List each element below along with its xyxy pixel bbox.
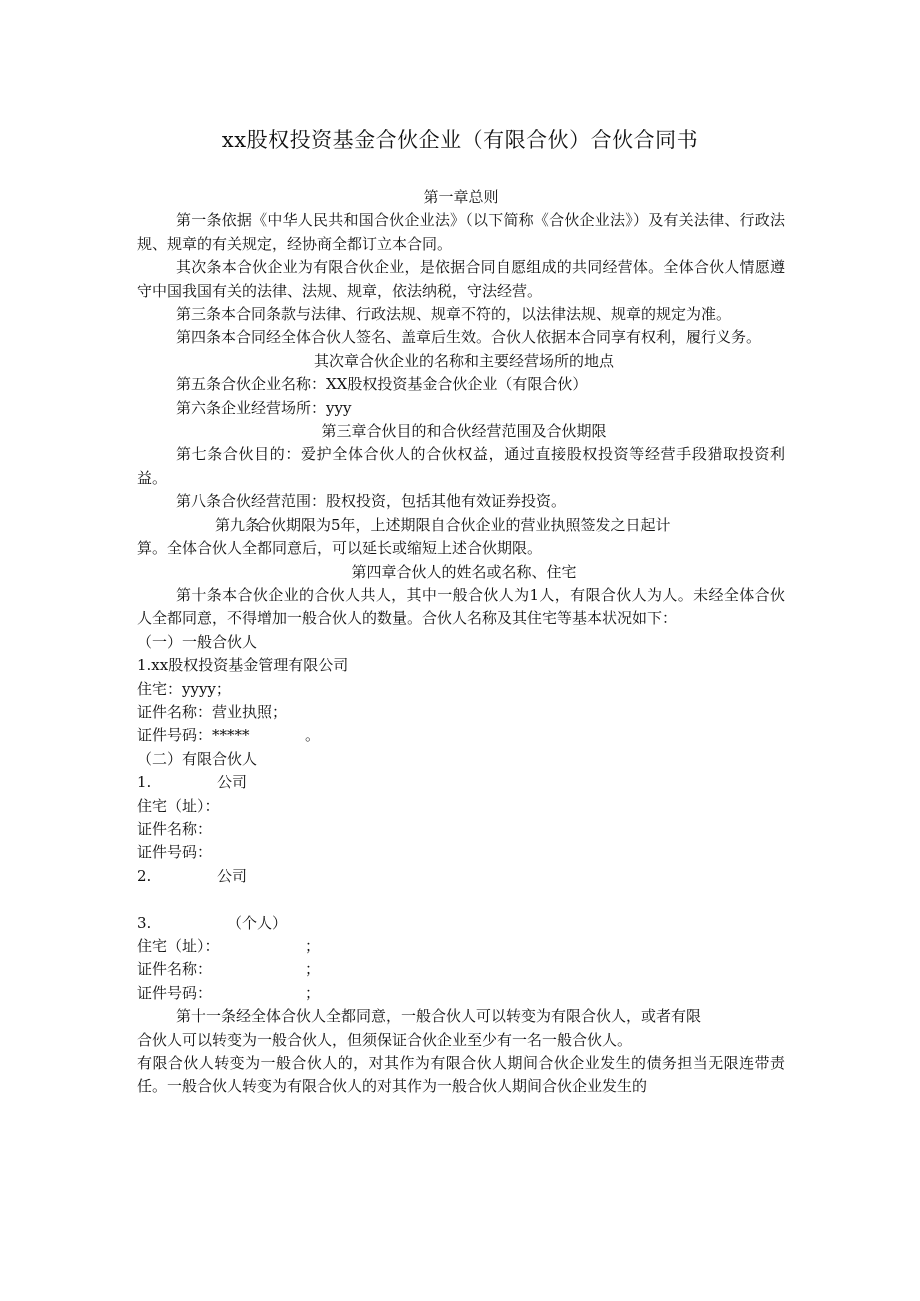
general-partner-heading: （一）一般合伙人	[137, 632, 258, 651]
limited-partner-3-cert-name-label: 证件名称：	[137, 960, 213, 979]
limited-partner-1-company: 公司	[217, 773, 248, 792]
limited-partner-3-cert-no-end: ；	[305, 983, 321, 1002]
chapter-1-heading: 第一章总则	[423, 188, 499, 206]
article-9-text: 合伙期限为5年，上述期限自合伙企业的营业执照签发之日起计	[256, 515, 671, 534]
limited-partner-3-address-label: 住宅（址）：	[137, 936, 220, 955]
limited-partner-1-number: 1.	[137, 773, 152, 792]
limited-partner-2-company: 公司	[217, 866, 248, 885]
general-partner-cert-no-end: 。	[305, 726, 321, 745]
article-7: 第七条合伙目的：爱护全体合伙人的合伙权益，通过直接股权投资等经营手段猎取投资利益。	[137, 445, 785, 487]
article-6: 第六条企业经营场所：yyy	[176, 398, 352, 417]
article-11-line-1: 第十一条经全体合伙人全都同意，一般合伙人可以转变为有限合伙人，或者有限	[176, 1007, 702, 1026]
limited-partner-3-cert-no-label: 证件号码：	[137, 983, 213, 1002]
article-9-label: 第九条	[215, 515, 261, 534]
chapter-2-heading: 其次章合伙企业的名称和主要经营场所的地点	[313, 351, 614, 370]
limited-partner-1	[137, 771, 785, 794]
limited-partner-3-address	[137, 935, 785, 958]
article-5: 第五条合伙企业名称：XX股权投资基金合伙企业（有限合伙）	[176, 375, 588, 394]
article-4: 第四条本合同经全体合伙人签名、盖章后生效。合伙人依据本合同享有权利，履行义务。	[176, 328, 762, 347]
limited-partner-3	[137, 912, 785, 935]
article-9-line-1	[137, 514, 785, 537]
limited-partner-1-cert-no: 证件号码：	[137, 843, 213, 862]
article-11-paragraph-2: 有限合伙人转变为一般合伙人的，对其作为有限合伙人期间合伙企业发生的债务担当无限连带责任。一般合伙人转变为有限合伙人的对其作为一般合伙人期间合伙企业发生的	[137, 1054, 785, 1096]
article-10: 第十条本合伙企业的合伙人共人，其中一般合伙人为1人，有限合伙人为人。未经全体合伙人全都同意，不得增加一般合伙人的数量。合伙人名称及其住宅等基本状况如下：	[137, 585, 785, 628]
limited-partner-1-address: 住宅（址）：	[137, 796, 220, 815]
limited-partner-3-cert-no	[137, 982, 785, 1005]
general-partner-name: 1.xx股权投资基金管理有限公司	[137, 656, 349, 675]
general-partner-cert-name: 证件名称：营业执照；	[137, 702, 288, 721]
limited-partner-3-person: （个人）	[227, 913, 288, 932]
limited-partner-3-number: 3.	[137, 913, 152, 932]
article-3: 第三条本合同条款与法律、行政法规、规章不符的，以法律法规、规章的规定为准。	[176, 305, 732, 324]
article-11-line-2: 合伙人可以转变为一般合伙人，但须保证合伙企业至少有一名一般合伙人。	[137, 1030, 633, 1049]
limited-partner-3-address-end: ；	[305, 936, 321, 955]
document-body	[137, 186, 785, 1099]
article-1: 第一条依据《中华人民共和国合伙企业法》（以下简称《合伙企业法》）及有关法律、行政法规、规章的有关规定，经协商全都订立本合同。	[137, 211, 785, 253]
chapter-4-heading: 第四章合伙人的姓名或名称、住宅	[351, 562, 577, 581]
limited-partner-2	[137, 865, 785, 888]
article-9-line-2: 算。全体合伙人全都同意后，可以延长或缩短上述合伙期限。	[137, 539, 543, 558]
general-partner-cert-no-label: 证件号码：*****	[137, 726, 250, 745]
article-2: 其次条本合伙企业为有限合伙企业，是依据合同自愿组成的共同经营体。全体合伙人情愿遵守中国我国有关的法律、法规、规章，依法纳税，守法经营。	[137, 258, 785, 300]
general-partner-cert-no	[137, 724, 785, 747]
limited-partner-heading: （二）有限合伙人	[137, 749, 258, 768]
general-partner-address: 住宅：yyyy；	[137, 679, 231, 698]
chapter-3-heading: 第三章合伙目的和合伙经营范围及合伙期限	[321, 422, 607, 441]
limited-partner-2-number: 2.	[137, 866, 152, 885]
limited-partner-1-cert-name: 证件名称：	[137, 819, 213, 838]
article-8: 第八条合伙经营范围：股权投资，包括其他有效证券投资。	[176, 492, 567, 511]
limited-partner-3-cert-name-end: ；	[305, 960, 321, 979]
document-title: xx股权投资基金合伙企业（有限合伙）合伙合同书	[221, 128, 699, 152]
blank-line	[137, 888, 785, 911]
limited-partner-3-cert-name	[137, 958, 785, 981]
